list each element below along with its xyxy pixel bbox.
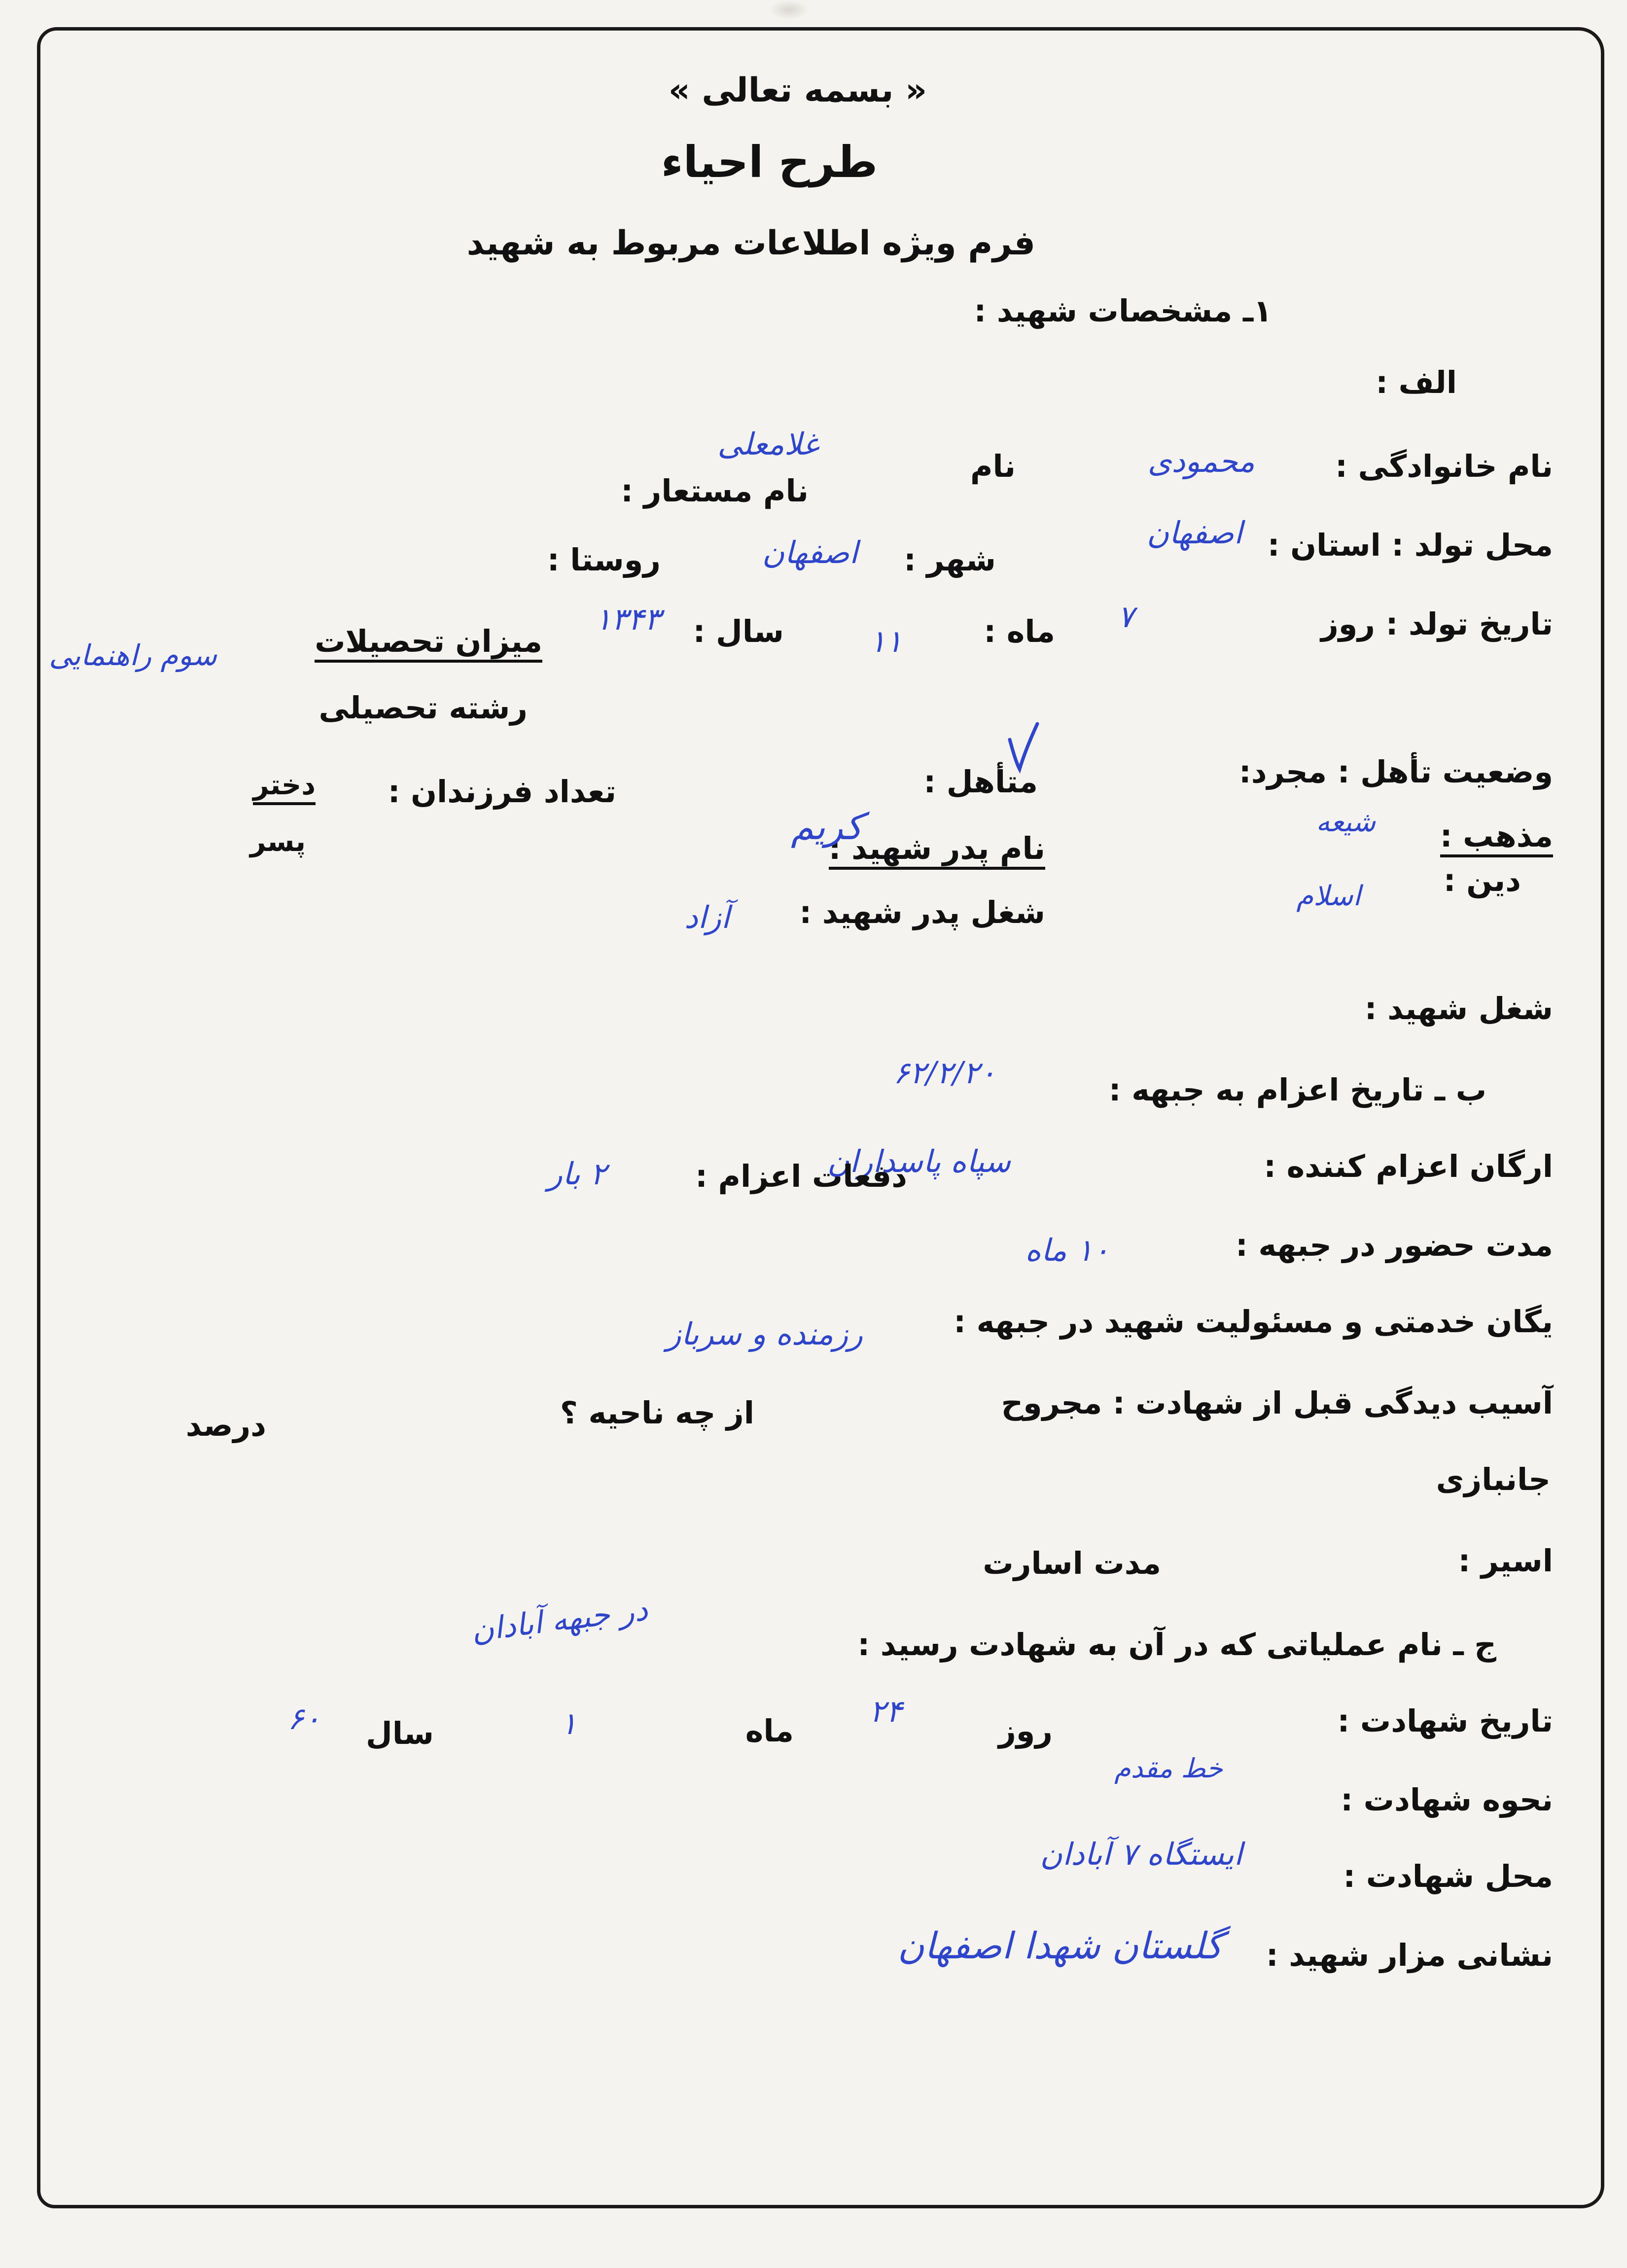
injury-label: آسیب دیدگی قبل از شهادت : مجروح — [1001, 1385, 1553, 1421]
martyrdom-place-label: محل شهادت : — [1343, 1858, 1553, 1894]
martyrdom-year-label: سال — [365, 1715, 434, 1751]
martyrdom-day-value: ۲۴ — [869, 1693, 902, 1729]
unit-responsibility-label: یگان خدمتی و مسئولیت شهید در جبهه : — [954, 1304, 1553, 1340]
grave-address-label: نشانی مزار شهید : — [1266, 1937, 1553, 1973]
dispatching-org-label: ارگان اعزام کننده : — [1264, 1148, 1553, 1184]
captive-label: اسیر : — [1458, 1543, 1553, 1579]
daughters-label: دختر — [253, 772, 316, 805]
family-name-value: محمودی — [1147, 443, 1255, 479]
dispatching-org-value: سپاه پاسداران — [827, 1143, 1011, 1179]
grave-address-value: گلستان شهدا اصفهان — [897, 1925, 1223, 1967]
father-job-label: شغل پدر شهید : — [799, 894, 1045, 930]
birth-city-value: اصفهان — [762, 534, 858, 570]
martyrdom-year-value: ۶۰ — [287, 1701, 320, 1736]
village-label: روستا : — [547, 542, 661, 578]
education-label: میزان تحصیلات — [315, 626, 542, 663]
religion-label: دین : — [1443, 862, 1521, 898]
part-a-label: الف : — [1376, 364, 1457, 400]
birth-month-value: ۱۱ — [869, 623, 902, 659]
martyrdom-date-label: تاریخ شهادت : — [1337, 1703, 1553, 1739]
alias-label: نام مستعار : — [621, 473, 809, 509]
front-duration-value: ۱۰ ماه — [1025, 1232, 1109, 1268]
father-name-label: نام پدر شهید : — [829, 833, 1045, 870]
city-label: شهر : — [904, 542, 996, 578]
religion-value: اسلام — [1296, 880, 1361, 912]
martyrdom-manner-label: نحوه شهادت : — [1341, 1782, 1553, 1818]
bismillah: « بسمه تعالی » — [668, 71, 927, 110]
birth-year-value: ۱۳۴۳ — [595, 601, 661, 637]
front-duration-label: مدت حضور در جبهه : — [1235, 1227, 1553, 1263]
children-count-label: تعداد فرزندان : — [388, 774, 616, 810]
percent-label: درصد — [185, 1407, 266, 1443]
paper-fold — [769, 0, 809, 20]
family-name-label: نام خانوادگی : — [1335, 448, 1553, 484]
martyrdom-day-label: روز — [998, 1713, 1053, 1749]
martyrdom-month-label: ماه — [745, 1713, 794, 1749]
father-job-value: آزاد — [684, 899, 730, 935]
religion-sect-label: مذهب : — [1440, 821, 1553, 857]
birthplace-label: محل تولد : استان : — [1267, 527, 1553, 563]
form-title: فرم ویژه اطلاعات مربوط به شهید — [466, 224, 1035, 263]
injury-area-label: از چه ناحیه ؟ — [560, 1395, 754, 1431]
martyrdom-manner-value: خط مقدم — [1114, 1753, 1223, 1784]
birth-province-value: اصفهان — [1146, 515, 1242, 551]
dispatch-count-value: ۲ بار — [547, 1156, 606, 1192]
captivity-duration-label: مدت اسارت — [983, 1545, 1161, 1581]
martyr-job-label: شغل شهید : — [1364, 991, 1553, 1027]
unit-responsibility-value: رزمنده و سرباز — [666, 1316, 863, 1352]
birth-day-value: ۷ — [1117, 599, 1134, 635]
dispatch-date-label: ب ـ تاریخ اعزام به جبهه : — [1108, 1072, 1486, 1108]
dispatch-count-label: دفعات اعزام : — [695, 1158, 907, 1194]
education-value: سوم راهنمایی — [49, 638, 217, 672]
sons-label: پسر — [250, 826, 306, 858]
project-title: طرح احیاء — [661, 137, 878, 187]
martyrdom-month-value: ۱ — [560, 1705, 577, 1741]
father-name-value: کریم — [791, 806, 863, 848]
field-of-study-label: رشته تحصیلی — [318, 690, 528, 726]
operation-label: ج ـ نام عملیاتی که در آن به شهادت رسید : — [857, 1627, 1496, 1663]
married-label: متأهل : — [923, 764, 1038, 800]
section1-title: ۱ـ مشخصات شهید : — [974, 293, 1272, 329]
month-label: ماه : — [984, 613, 1055, 649]
birthdate-label: تاریخ تولد : روز — [1321, 606, 1553, 642]
operation-value: در جبهه آبادان — [469, 1591, 650, 1649]
first-name-value: غلامعلی — [717, 426, 818, 462]
year-label: سال : — [693, 613, 784, 649]
dispatch-date-value: ۶۲/۲/۲۰ — [893, 1055, 996, 1091]
religion-sect-value: شیعه — [1316, 806, 1376, 838]
first-name-label: نام — [970, 448, 1016, 484]
martyrdom-place-value: ایستگاه ۷ آبادان — [1040, 1836, 1242, 1872]
veteran-label: جانبازی — [1436, 1461, 1551, 1497]
marital-status-label: وضعیت تأهل : مجرد: — [1238, 754, 1553, 790]
